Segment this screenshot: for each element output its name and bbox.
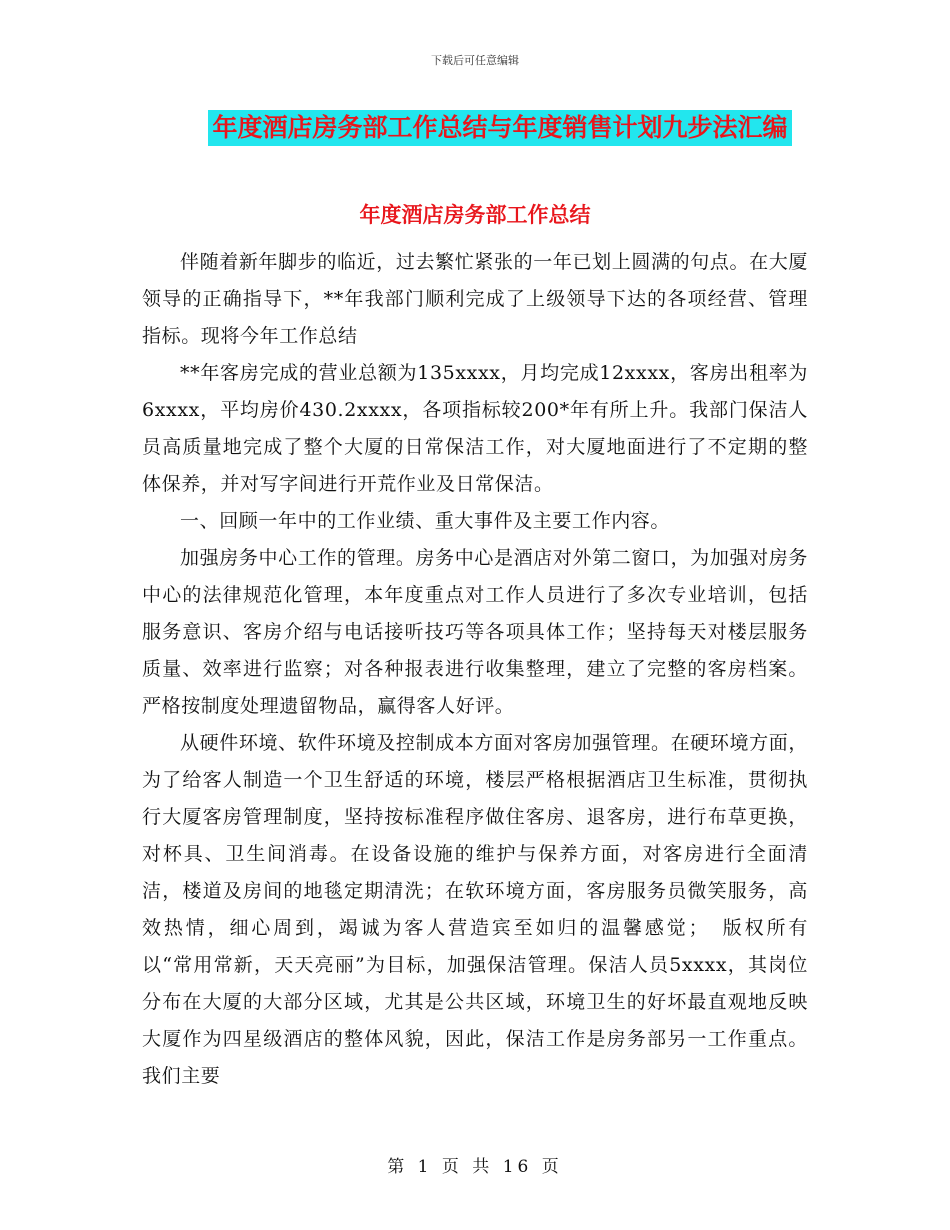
page-footer-number: 第 1 页 共 16 页: [387, 1157, 563, 1177]
page-header-note: 下载后可任意编辑: [431, 54, 519, 67]
paragraph-room-management: 从硬件环境、软件环境及控制成本方面对客房加强管理。在硬环境方面，为了给客人制造一个卫生舒适的环境，楼层严格根据酒店卫生标准，贯彻执行大厦客房管理制度，坚持按标准程序做住客房、退客房，进行布草更换，对杯具、卫生间消毒。在设备设施的维护与保养方面，对客房进行全面清洁，楼道及房间的地毯定期清洗；在软环境方面，客房服务员微笑服务，高效热情，细心周到，竭诚为客人营造宾至如归的温馨感觉； 版权所有 以“常用常新，天天亮丽”为目标，加强保洁管理。保洁人员5xxxx，其岗位分布在大厦的大部分区域，尤其是公共区域，环境卫生的好坏最直观地反映大厦作为四星级酒店的整体风貌，因此，保洁工作是房务部另一工作重点。我们主要: [142, 732, 848, 1087]
paragraph-revenue: **年客房完成的营业总额为135xxxx，月均完成12xxxx，客房出租率为6xxxx，平均房价430.2xxxx，各项指标较200*年有所上升。我部门保洁人员高质量地完成了整个大厦的日常保洁工作，对大厦地面进行了不定期的整体保养，并对写字间进行开荒作业及日常保洁。: [142, 362, 808, 495]
paragraph-section-heading: 一、回顾一年中的工作业绩、重大事件及主要工作内容。: [180, 510, 671, 532]
document-body: [142, 244, 848, 1095]
document-title-container: [0, 110, 950, 146]
section-title: 年度酒店房务部工作总结: [359, 202, 591, 227]
document-title: 年度酒店房务部工作总结与年度销售计划九步法汇编: [208, 110, 791, 146]
paragraph-housekeeping-center: 加强房务中心工作的管理。房务中心是酒店对外第二窗口，为加强对房务中心的法律规范化管理，本年度重点对工作人员进行了多次专业培训，包括服务意识、客房介绍与电话接听技巧等各项具体工作；坚持每天对楼层服务质量、效率进行监察；对各种报表进行收集整理，建立了完整的客房档案。严格按制度处理遗留物品，赢得客人好评。: [142, 547, 808, 717]
paragraph-intro: 伴随着新年脚步的临近，过去繁忙紧张的一年已划上圆满的句点。在大厦领导的正确指导下，**年我部门顺利完成了上级领导下达的各项经营、管理指标。现将今年工作总结: [142, 251, 808, 347]
